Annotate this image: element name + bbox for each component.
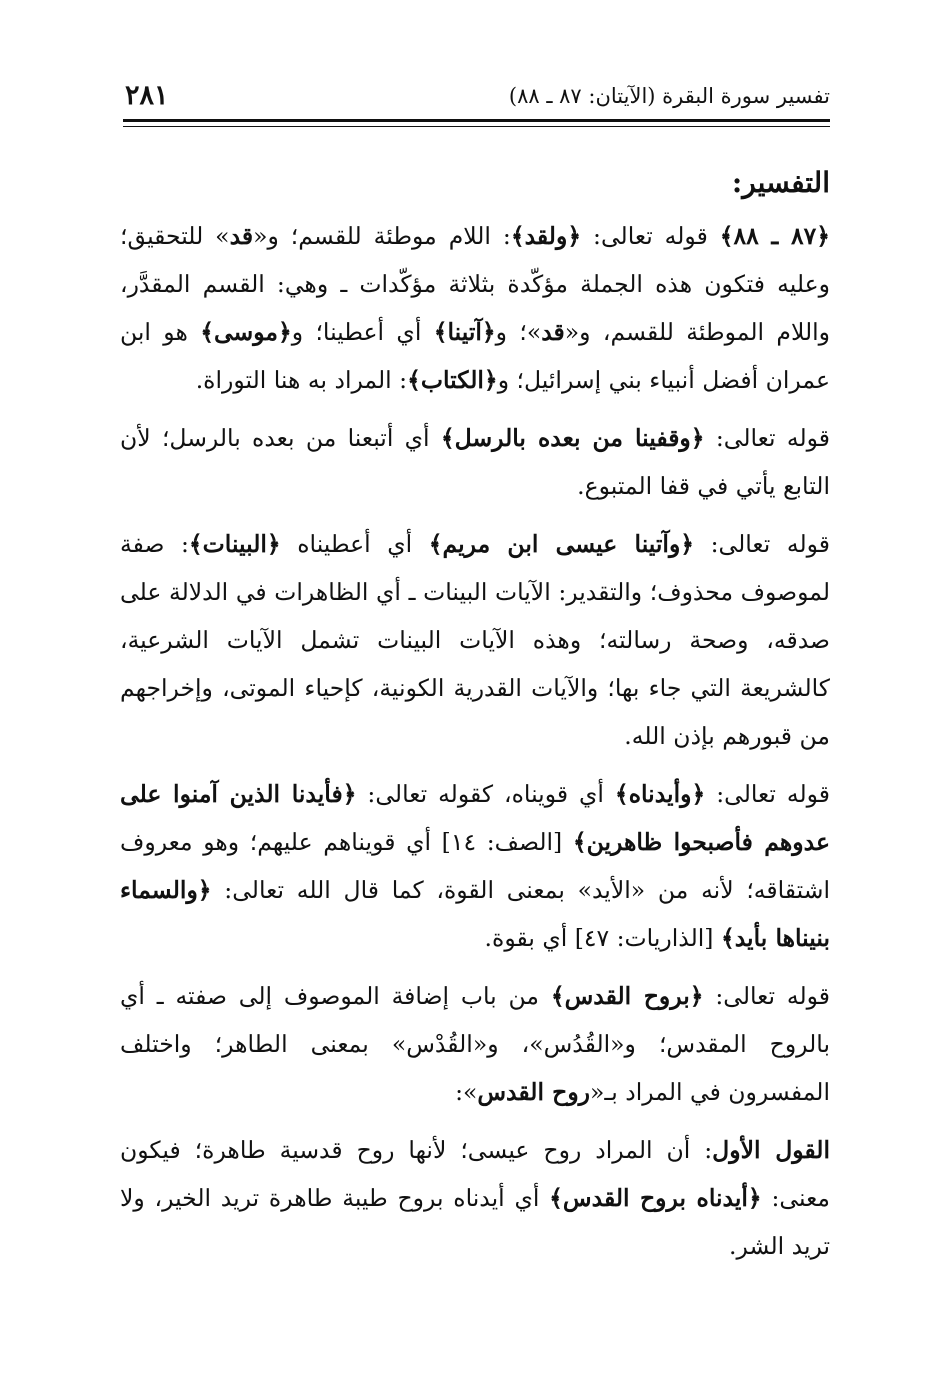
- quoted-term: ﴿وقفينا من بعده بالرسل﴾: [440, 424, 705, 452]
- paragraph: [120, 770, 830, 962]
- quoted-term: ﴿ولقد﴾: [510, 222, 582, 250]
- paragraph-text: أي أيدناه بروح طيبة طاهرة تريد الخير، ولا تريد الشر.: [120, 1184, 830, 1260]
- paragraph-text: أي أتبعنا من بعده بالرسل؛ لأن التابع يأتي في قفا المتبوع.: [120, 424, 830, 500]
- paragraph-text: أي أعطيناه: [280, 530, 429, 558]
- paragraph-text: أي أعطينا؛ و: [291, 318, 434, 346]
- paragraph: [120, 414, 830, 510]
- paragraph-text: أي قويناه، كقوله تعالى:: [356, 780, 615, 808]
- header-rule-thin: [123, 126, 830, 127]
- paragraph-text: قوله تعالى:: [703, 982, 831, 1010]
- paragraph-text: : أن المراد روح عيسى؛ لأنها روح قدسية طاهرة؛ فيكون معنى:: [120, 1136, 830, 1212]
- paragraph-text: [الذاريات: ٤٧] أي بقوة.: [484, 924, 721, 952]
- quoted-term: ﴿فأيدنا الذين آمنوا على عدوهم فأصبحوا ظاهرين﴾: [120, 780, 830, 856]
- paragraph: [120, 212, 830, 404]
- paragraph-text: » للتحقيق؛ وعليه فتكون هذه الجملة مؤكّدة بثلاثة مؤكّدات ـ وهي: القسم المقدَّر، واللام الموطئة للقسم، و«: [120, 222, 831, 346]
- quoted-term: ﴿البينات﴾: [188, 530, 281, 558]
- quoted-term: ﴿وآتينا عيسى ابن مريم﴾: [428, 530, 695, 558]
- paragraph: [120, 520, 830, 760]
- section-heading: التفسير:: [731, 166, 830, 199]
- page-header: [125, 80, 830, 120]
- quoted-term: القول الأول: [712, 1136, 830, 1164]
- quoted-term: ﴿والسماء بنيناها بأيد﴾: [120, 876, 830, 952]
- running-title: تفسير سورة البقرة (الآيتان: ٨٧ ـ ٨٨): [508, 84, 830, 108]
- paragraphs: [120, 212, 830, 1270]
- quoted-term: ﴿الكتاب﴾: [407, 366, 498, 394]
- quoted-term: ﴿بروح القدس﴾: [550, 982, 704, 1010]
- paragraph-text: قوله تعالى:: [581, 222, 720, 250]
- quoted-term: روح القدس: [477, 1078, 591, 1106]
- header-rule: [123, 119, 830, 122]
- paragraph: [120, 1126, 830, 1270]
- paragraph-text: قوله تعالى:: [704, 424, 830, 452]
- quoted-term: ﴿موسى﴾: [200, 318, 292, 346]
- quoted-term: قد: [541, 318, 565, 346]
- quoted-term: ﴿وأيدناه﴾: [614, 780, 706, 808]
- page-number: ٢٨١: [125, 80, 169, 111]
- paragraph-text: هو ابن عمران أفضل أنبياء بني إسرائيل؛ و: [120, 318, 830, 394]
- paragraph-text: [الصف: ١٤] أي قويناهم عليهم؛ وهو معروف اشتقاقه؛ لأنه من «الأيد» بمعنى القوة، كما قال الله تعالى:: [120, 828, 830, 904]
- paragraph-text: : صفة لموصوف محذوف؛ والتقدير: الآيات البينات ـ أي الظاهرات في الدلالة على صدقه، وصحة رسالته؛ وهذه الآيات البينات تشمل الآيات الشرعية، كالشريعة التي جاء بها؛ والآيات القدرية الكونية، كإحياء الموتى، وإخراجهم من قبورهم بإذن الله.: [120, 530, 830, 750]
- paragraph: [120, 972, 830, 1116]
- paragraph-text: »:: [455, 1078, 478, 1106]
- paragraph-text: : اللام موطئة للقسم؛ و«: [253, 222, 511, 250]
- paragraph-text: »؛ و: [495, 318, 542, 346]
- paragraph-text: من باب إضافة الموصوف إلى صفته ـ أي بالروح المقدس؛ و«القُدُس»، و«القُدْس» بمعنى الطاهر؛ واختلف المفسرون في المراد بـ«: [120, 982, 830, 1106]
- quoted-term: ﴿٨٧ ـ ٨٨﴾: [719, 222, 830, 250]
- page-body: [120, 160, 830, 1280]
- quoted-term: ﴿آتينا﴾: [433, 318, 496, 346]
- paragraph-text: قوله تعالى:: [694, 530, 830, 558]
- quoted-term: ﴿أيدناه بروح القدس﴾: [549, 1184, 762, 1212]
- quoted-term: قد: [229, 222, 254, 250]
- paragraph-text: : المراد به هنا التوراة.: [195, 366, 408, 394]
- paragraph-text: قوله تعالى:: [705, 780, 830, 808]
